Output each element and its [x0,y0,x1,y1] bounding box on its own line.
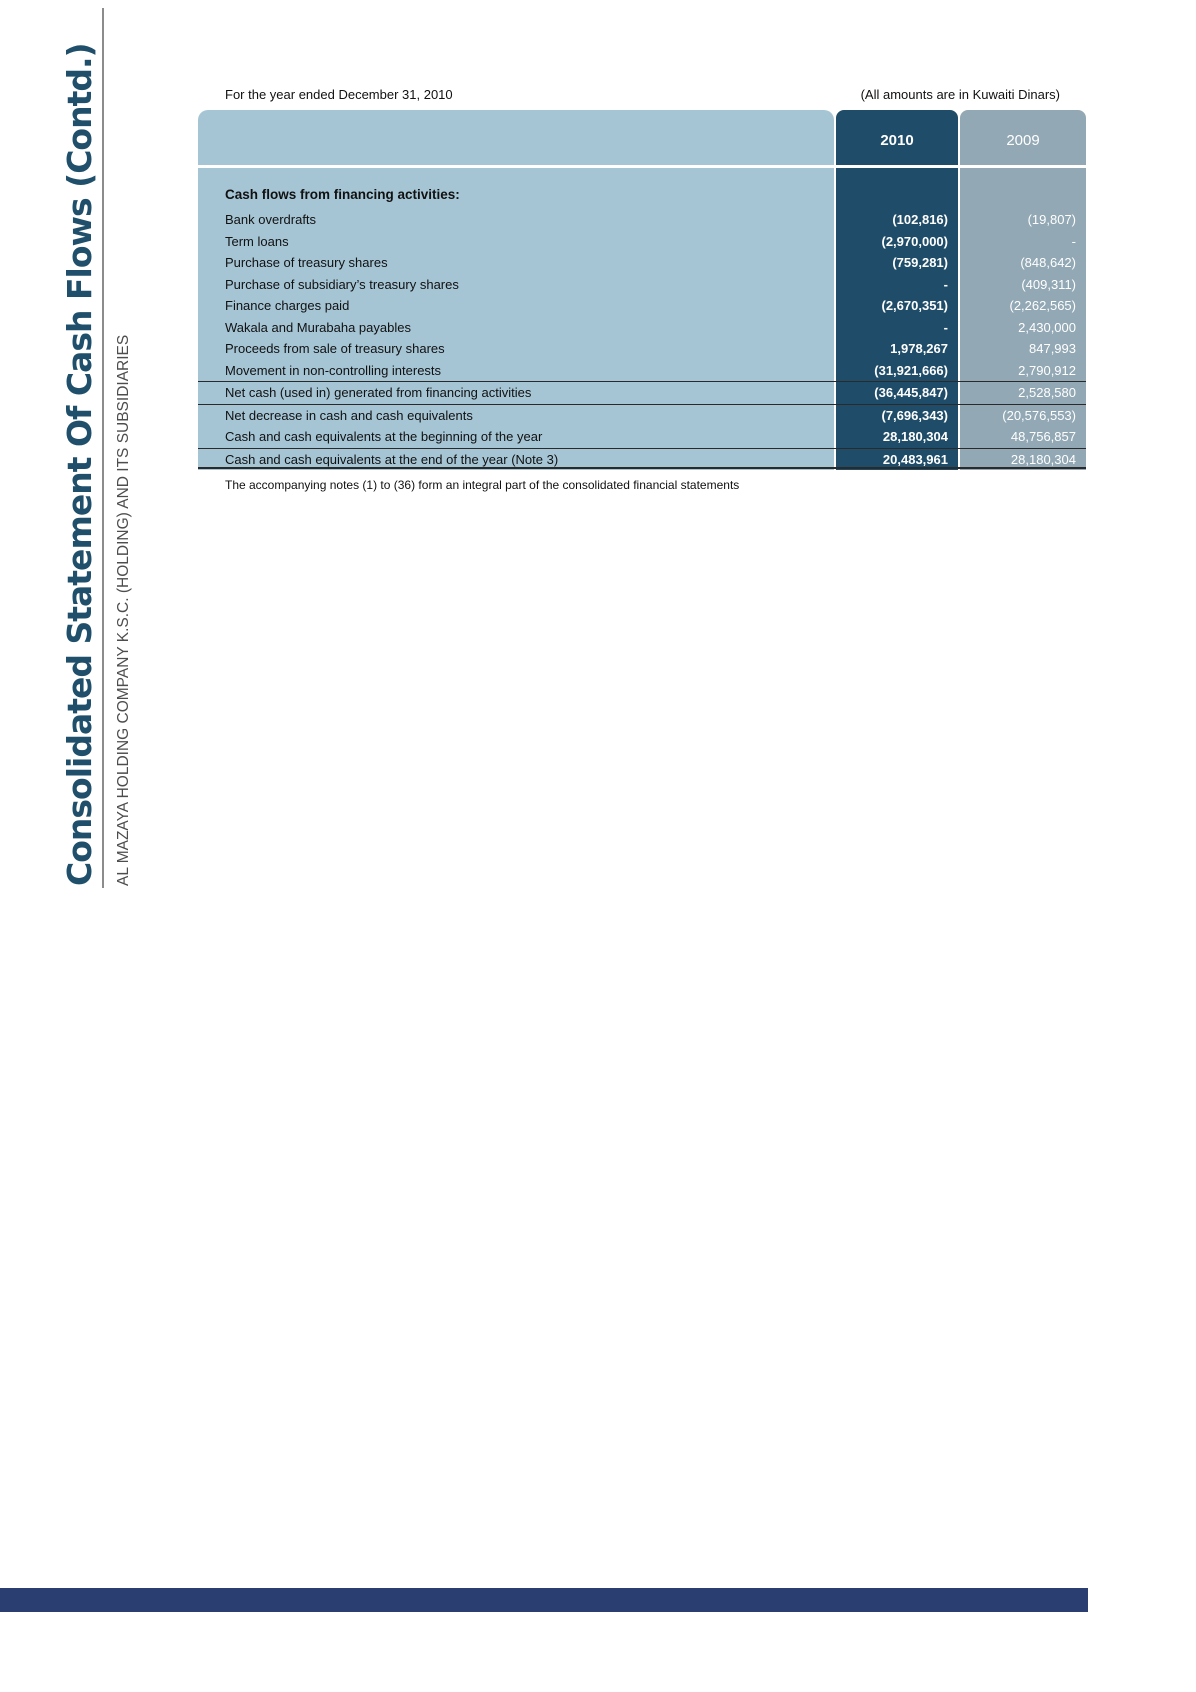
value-2010: 1,978,267 [890,341,948,356]
value-2009: (2,262,565) [1009,298,1076,313]
header-separator [198,165,1086,168]
table-bottom-rule [198,467,1086,469]
table-row [198,381,1086,404]
table-row [198,295,1086,317]
value-2009: (848,642) [1020,255,1076,270]
cash-flow-table [198,110,1086,470]
row-label: Proceeds from sale of treasury shares [225,341,445,356]
column-header-2010: 2010 [880,132,914,149]
column-header-2009: 2009 [1006,132,1040,149]
table-row [198,252,1086,274]
vertical-divider [102,8,104,888]
row-label: Cash and cash equivalents at the end of the year (Note 3) [225,451,559,467]
row-label: Purchase of treasury shares [225,255,388,270]
value-2009: (20,576,553) [1002,407,1076,423]
table-row [198,360,1086,382]
value-2010: (7,696,343) [881,407,948,423]
row-label: Net cash (used in) generated from financing activities [225,385,532,400]
row-label: Movement in non-controlling interests [225,362,442,378]
table-row [198,317,1086,339]
value-2009: 2,430,000 [1018,319,1076,335]
value-2010: (2,670,351) [881,298,948,313]
value-2010: 28,180,304 [882,429,948,444]
value-2010: (2,970,000) [881,233,948,249]
row-label: Term loans [225,233,289,249]
table-body [198,209,1086,470]
value-2009: - [1071,233,1076,249]
value-2010: (31,921,666) [874,362,948,378]
footnote: The accompanying notes (1) to (36) form an integral part of the consolidated financial statements [225,478,740,492]
table-row [198,209,1086,231]
page-title: Consolidated Statement Of Cash Flows (Contd.) [60,43,99,886]
value-2009: (19,807) [1027,212,1076,227]
table-row [198,231,1086,253]
table-row [198,274,1086,296]
value-2009: 2,528,580 [1018,385,1076,400]
value-2009: (409,311) [1021,276,1076,292]
row-label: Net decrease in cash and cash equivalents [225,407,473,423]
value-2010: - [943,276,948,292]
value-2010: (36,445,847) [874,385,948,400]
table-row [198,404,1086,427]
value-2010: - [943,319,948,335]
row-label: Wakala and Murabaha payables [225,319,411,335]
value-2009: 28,180,304 [1010,451,1076,467]
currency-note: (All amounts are in Kuwaiti Dinars) [860,87,1060,102]
value-2010: (102,816) [892,212,948,227]
value-2009: 2,790,912 [1018,362,1076,378]
row-label: Cash and cash equivalents at the beginning of the year [225,429,543,444]
value-2009: 48,756,857 [1010,429,1076,444]
footer-bar [0,1588,1088,1612]
period-label: For the year ended December 31, 2010 [225,87,453,102]
row-label: Purchase of subsidiary’s treasury shares [225,276,459,292]
value-2010: 20,483,961 [882,451,948,467]
row-label: Finance charges paid [225,298,350,313]
value-2010: (759,281) [892,255,948,270]
value-2009: 847,993 [1029,341,1076,356]
table-row [198,426,1086,448]
company-name: AL MAZAYA HOLDING COMPANY K.S.C. (HOLDING) AND ITS SUBSIDIARIES [115,334,132,886]
section-title: Cash flows from financing activities: [225,187,460,202]
row-label: Bank overdrafts [225,212,317,227]
table-row [198,338,1086,360]
